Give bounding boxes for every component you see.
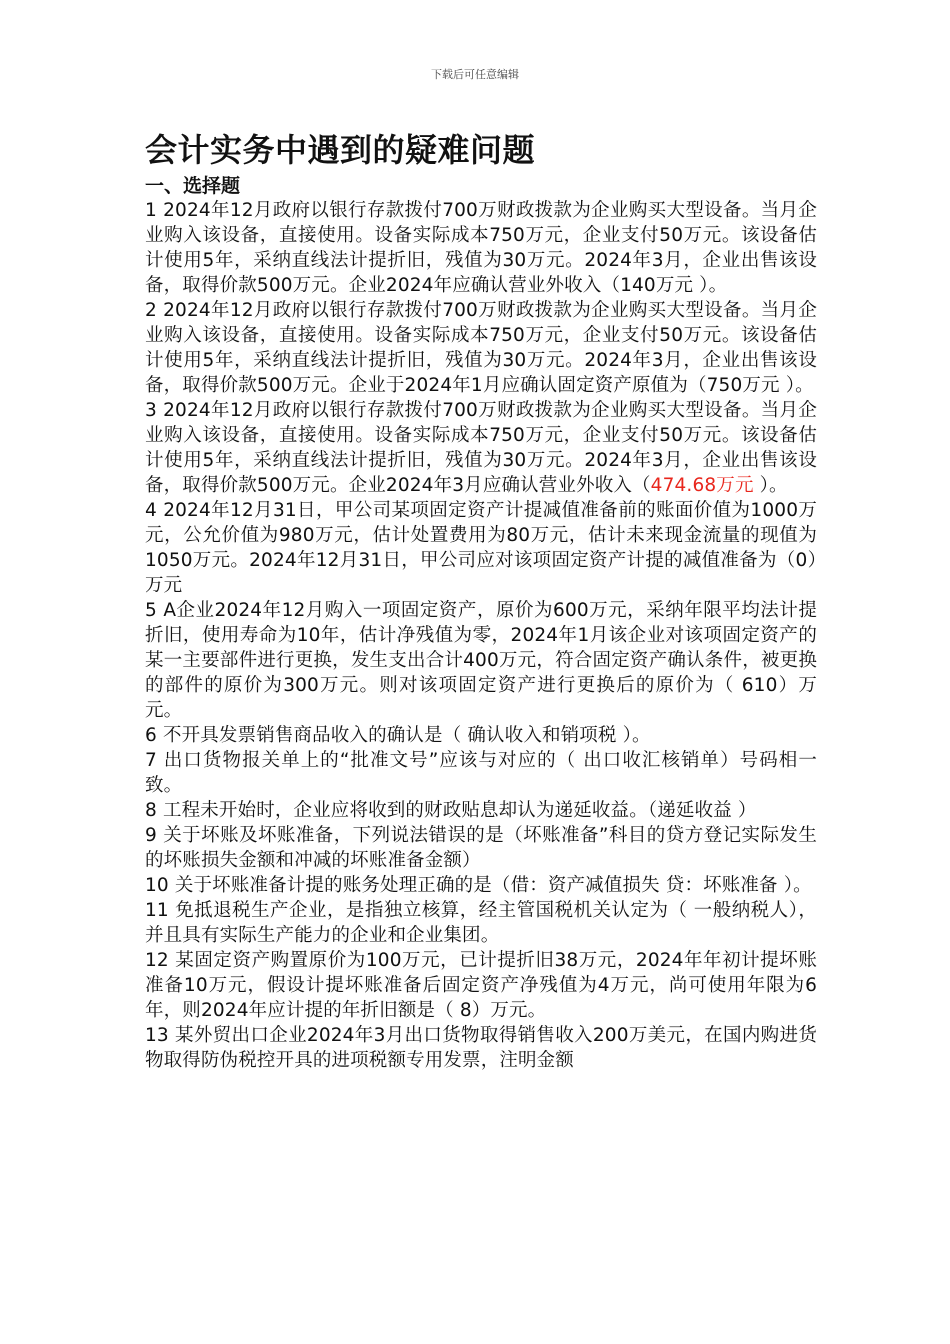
document-body	[145, 128, 817, 1073]
question-12: 12 某固定资产购置原价为100万元，已计提折旧38万元，2024年年初计提坏账准备10万元，假设计提坏账准备后固定资产净残值为4万元，尚可使用年限为6年，则2024年应计提的年折旧额是（ 8）万元。	[145, 950, 817, 1021]
question-3-close: ）。	[759, 475, 788, 496]
question-3-text: 3 2024年12月政府以银行存款拨付700万财政拨款为企业购买大型设备。当月企业购入该设备，直接使用。设备实际成本750万元，企业支付50万元。该设备估计使用5年，采纳直线法计提折旧，残值为30万元。2024年3月，企业出售该设备，取得价款500万元。企业2024年3月应确认营业外收入（	[145, 400, 817, 496]
header-note: 下载后可任意编辑	[431, 68, 519, 81]
question-6: 6 不开具发票销售商品收入的确认是（ 确认收入和销项税 ）。	[145, 725, 651, 746]
question-13: 13 某外贸出口企业2024年3月出口货物取得销售收入200万美元，在国内购进货物取得防伪税控开具的进项税额专用发票，注明金额	[145, 1025, 817, 1071]
question-11: 11 免抵退税生产企业，是指独立核算，经主管国税机关认定为（ 一般纳税人），并且具有实际生产能力的企业和企业集团。	[145, 900, 817, 946]
question-1: 1 2024年12月政府以银行存款拨付700万财政拨款为企业购买大型设备。当月企业购入该设备，直接使用。设备实际成本750万元，企业支付50万元。该设备估计使用5年，采纳直线法计提折旧，残值为30万元。2024年3月，企业出售该设备，取得价款500万元。企业2024年应确认营业外收入（140万元 ）。	[145, 200, 817, 296]
question-2: 2 2024年12月政府以银行存款拨付700万财政拨款为企业购买大型设备。当月企业购入该设备，直接使用。设备实际成本750万元，企业支付50万元。该设备估计使用5年，采纳直线法计提折旧，残值为30万元。2024年3月，企业出售该设备，取得价款500万元。企业于2024年1月应确认固定资产原值为（750万元 ）。	[145, 300, 817, 396]
question-8: 8 工程未开始时，企业应将收到的财政贴息却认为递延收益。（递延收益 ）	[145, 800, 757, 821]
question-4: 4 2024年12月31日，甲公司某项固定资产计提减值准备前的账面价值为1000万元，公允价值为980万元，估计处置费用为80万元，估计未来现金流量的现值为1050万元。2024年12月31日，甲公司应对该项固定资产计提的减值准备为（0）万元	[145, 500, 817, 596]
document-title: 会计实务中遇到的疑难问题	[145, 131, 536, 169]
question-7: 7 出口货物报关单上的“批准文号”应该与对应的（ 出口收汇核销单）号码相一致。	[145, 750, 817, 796]
question-3	[145, 398, 817, 498]
section-heading: 一、选择题	[145, 175, 241, 197]
question-3-answer: 474.68万元	[650, 475, 760, 496]
question-5: 5 A企业2024年12月购入一项固定资产，原价为600万元，采纳年限平均法计提折旧，使用寿命为10年，估计净残值为零，2024年1月该企业对该项固定资产的某一主要部件进行更换，发生支出合计400万元，符合固定资产确认条件，被更换的部件的原价为300万元。则对该项固定资产进行更换后的原价为（ 610）万元。	[145, 600, 817, 721]
question-10: 10 关于坏账准备计提的账务处理正确的是（借：资产减值损失 贷：坏账准备 ）。	[145, 875, 812, 896]
question-9: 9 关于坏账及坏账准备，下列说法错误的是（坏账准备”科目的贷方登记实际发生的坏账损失金额和冲减的坏账准备金额）	[145, 825, 817, 871]
